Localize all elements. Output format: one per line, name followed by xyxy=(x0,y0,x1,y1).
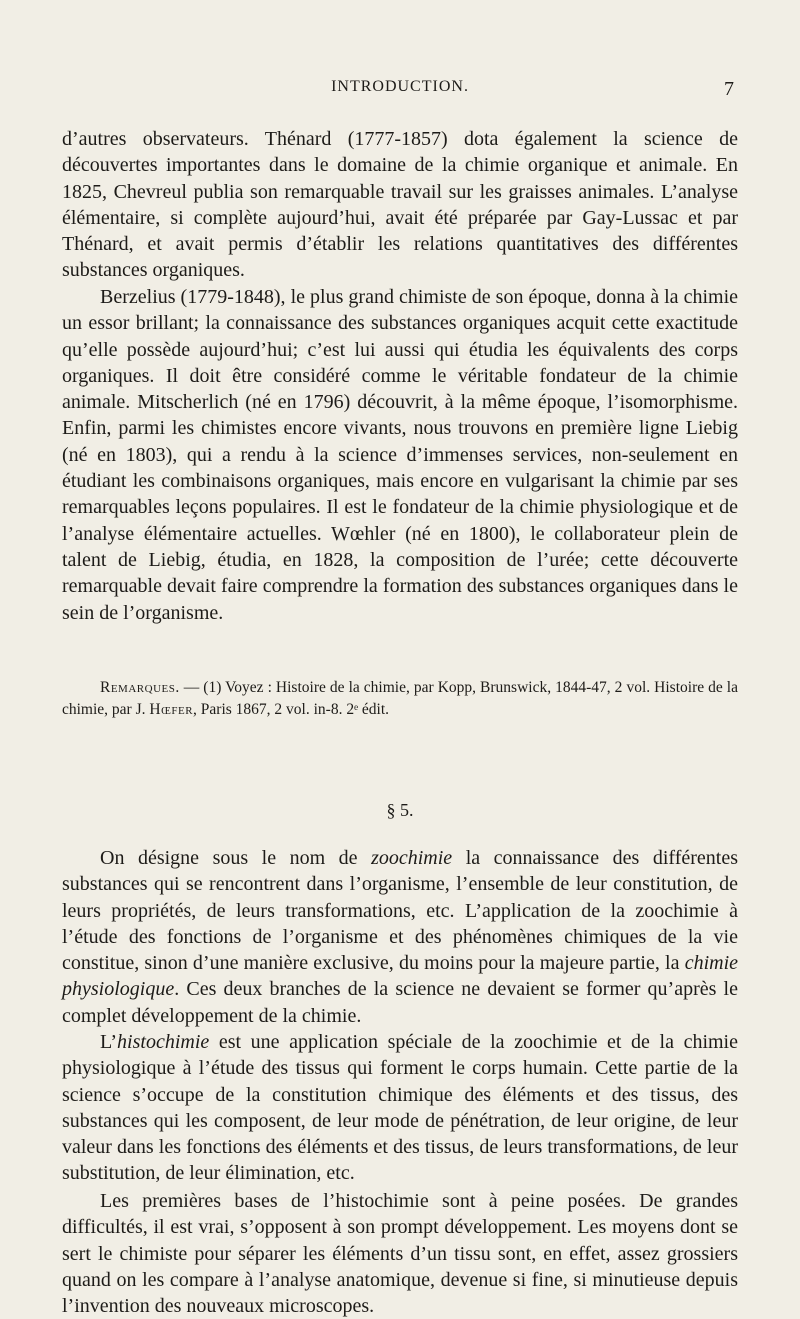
term-chimie-physiologique: chimie physiologique xyxy=(62,952,738,1001)
zoochimie-text-start: On désigne sous le nom de xyxy=(100,847,372,869)
paragraph-bases: Les premières bases de l’histochimie sont à peine posées. De grandes difficultés, il est vrai, s’opposent à son prompt développement. Les moyens dont se sert le chimiste pour séparer les éléments d’un tissu sont, en effet, assez grossiers quand on les compare à l’analyse anatomique, devenue si fine, si minutieuse depuis l’invention des nouveaux microscopes. xyxy=(62,1190,738,1318)
paragraph-thenard: d’autres observateurs. Thénard (1777-1857) dota également la science de découvertes importantes dans le domaine de la chimie organique et animale. En 1825, Chevreul publia son remarquable travail sur les graisses animales. L’analyse élémentaire, si complète aujourd’hui, avait été préparée par Gay-Lussac et par Thénard, et avait permis d’établir les relations quantitatives des différentes substances organiques. xyxy=(62,128,738,282)
running-title: INTRODUCTION. xyxy=(331,78,469,95)
paragraph-zoochimie xyxy=(62,845,738,1029)
remarks-text-end: , Paris 1867, 2 vol. in-8. 2ᵉ édit. xyxy=(193,701,390,718)
remarks-label: Remarques. xyxy=(100,679,180,696)
zoochimie-text-mid: la connaissance des différentes substances qui se rencontrent dans l’organisme, l’ensemble de leur constitution, de leurs propriétés, de leurs transformations, etc. L’application de la zoochimie à l’étude des fonctions de l’organisme et des phénomènes chimiques de la vie constitue, sinon d’une manière exclusive, du moins pour la majeure partie, la xyxy=(62,847,738,975)
section-heading: § 5. xyxy=(386,800,414,820)
page-header xyxy=(0,78,800,102)
paragraph-berzelius: Berzelius (1779-1848), le plus grand chimiste de son époque, donna à la chimie un essor brillant; la connaissance des substances organiques acquit cette exactitude qu’elle possède aujourd’hui; c’est lui aussi qui étudia les équivalents des corps organiques. Il doit être considéré comme le véritable fondateur de la chimie animale. Mitscherlich (né en 1796) découvrit, à la même époque, l’isomorphisme. Enfin, parmi les chimistes encore vivants, nous trouvons en première ligne Liebig (né en 1803), qui a rendu à la science d’immenses services, non-seulement en étudiant les combinaisons organiques, mais encore en vulgarisant la chimie par ses remarquables leçons populaires. Il est le fondateur de la chimie physiologique et de l’analyse élémentaire actuelles. Wœhler (né en 1800), le collaborateur plein de talent de Liebig, étudia, en 1828, la composition de l’urée; cette découverte remarquable devait faire comprendre la formation des substances organiques dans le sein de l’organisme. xyxy=(62,286,738,624)
remarks-author: Hœfer xyxy=(149,701,194,718)
remarks-text: — (1) Voyez : Histoire de la chimie, par Kopp, Brunswick, 1844-47, 2 vol. Histoire de la chimie, par J. xyxy=(62,679,738,718)
histochimie-text-start: L’ xyxy=(100,1031,118,1053)
histochimie-text-rest: est une application spéciale de la zoochimie et de la chimie physiologique à l’étude des tissus qui forment le corps humain. Cette partie de la science s’occupe de la constitution chimique des éléments et des tissus, des substances qui les composent, de leur mode de pénétration, de leur origine, de leur valeur dans les fonctions des éléments et des tissus, de leurs transformations, de leur substitution, de leur élimination, etc. xyxy=(62,1031,738,1185)
page-number: 7 xyxy=(724,78,734,100)
zoochimie-text-end: . Ces deux branches de la science ne devaient se former qu’après le complet développement de la chimie. xyxy=(62,978,738,1027)
term-histochimie: histochimie xyxy=(117,1031,210,1053)
remarks-note xyxy=(62,677,738,721)
paragraph-histochimie xyxy=(62,1029,738,1187)
term-zoochimie: zoochimie xyxy=(371,847,453,869)
